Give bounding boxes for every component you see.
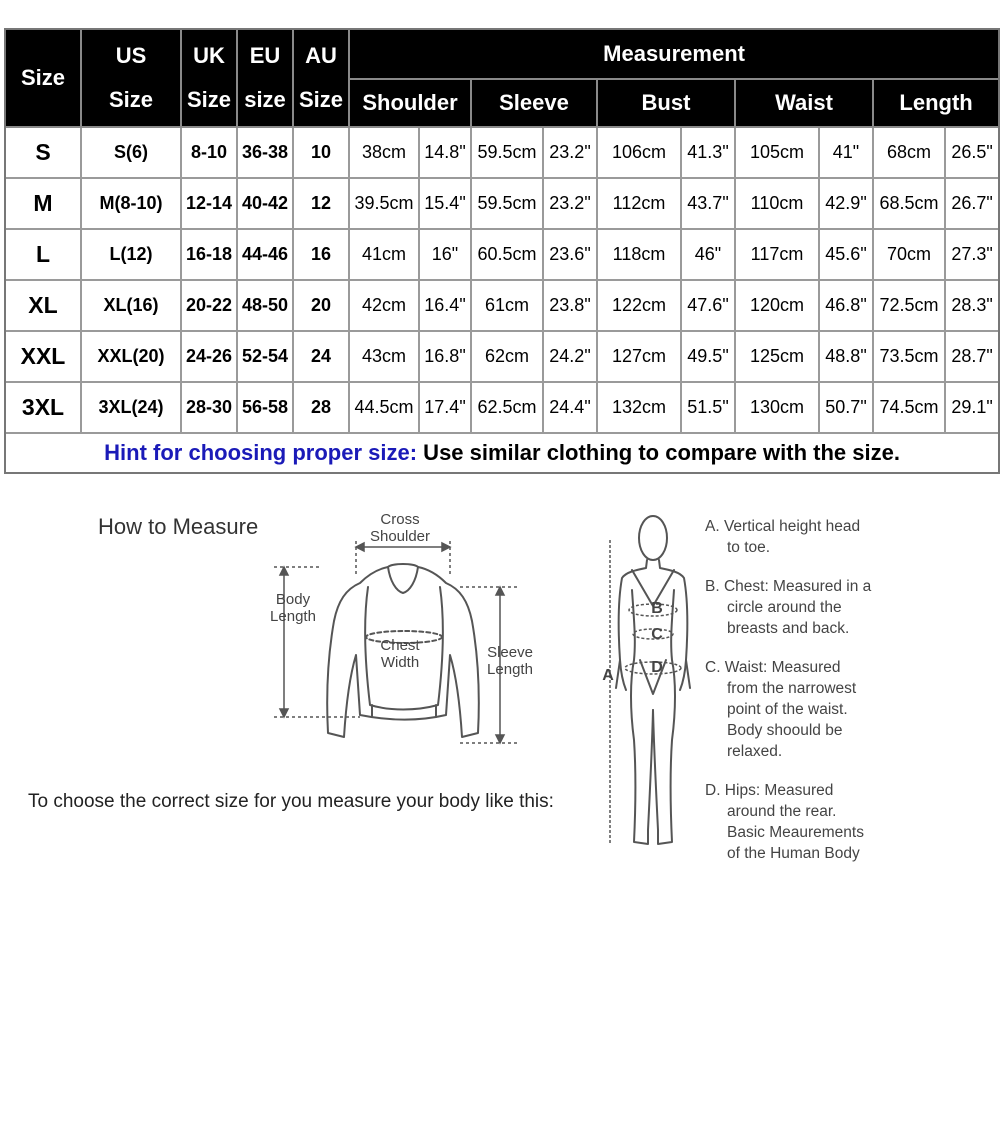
note-line: Basic Meaurements — [727, 824, 864, 841]
note-line: breasts and back. — [727, 620, 850, 637]
header-eu-size: EU size — [238, 30, 294, 128]
measurement-cell: 39.5cm — [350, 179, 420, 230]
header-size: Size — [6, 30, 82, 128]
hint-label: Hint for choosing proper size: — [104, 440, 418, 465]
measurement-cell: 38cm — [350, 128, 420, 179]
choose-size-instruction: To choose the correct size for you measure your body like this: — [28, 791, 554, 812]
eu-size-cell: 48-50 — [238, 281, 294, 332]
measurement-cell: 42cm — [350, 281, 420, 332]
us-size-cell: L(12) — [82, 230, 182, 281]
measurement-cell: 118cm — [598, 230, 682, 281]
measurement-cell: 112cm — [598, 179, 682, 230]
measurement-cell: 44.5cm — [350, 383, 420, 434]
measurement-cell: 105cm — [736, 128, 820, 179]
measurement-cell: 23.6" — [544, 230, 598, 281]
uk-size-cell: 12-14 — [182, 179, 238, 230]
measurement-cell: 14.8" — [420, 128, 472, 179]
measurement-cell: 72.5cm — [874, 281, 946, 332]
note-line: around the rear. — [727, 803, 837, 820]
size-chart-table — [4, 28, 1000, 474]
measurement-cell: 70cm — [874, 230, 946, 281]
measurement-cell: 23.2" — [544, 128, 598, 179]
measurement-cell: 23.2" — [544, 179, 598, 230]
note-line: point of the waist. — [727, 701, 848, 718]
measurement-cell: 15.4" — [420, 179, 472, 230]
size-cell: XL — [6, 281, 82, 332]
measurement-cell: 16.8" — [420, 332, 472, 383]
uk-size-cell: 24-26 — [182, 332, 238, 383]
au-size-cell: 20 — [294, 281, 350, 332]
au-size-cell: 16 — [294, 230, 350, 281]
note-line: from the narrowest — [727, 680, 857, 697]
measurement-cell: 47.6" — [682, 281, 736, 332]
table-row — [6, 383, 998, 434]
measurement-cell: 106cm — [598, 128, 682, 179]
measurement-cell: 74.5cm — [874, 383, 946, 434]
note-lead: C. Waist: Measured — [705, 659, 841, 676]
size-cell: 3XL — [6, 383, 82, 434]
header-us-size: US Size — [82, 30, 182, 128]
table-row — [6, 179, 998, 230]
measurement-cell: 62cm — [472, 332, 544, 383]
header-shoulder: Shoulder — [350, 80, 472, 128]
measurement-cell: 43.7" — [682, 179, 736, 230]
eu-size-cell: 56-58 — [238, 383, 294, 434]
uk-size-cell: 16-18 — [182, 230, 238, 281]
table-row — [6, 281, 998, 332]
measurement-cell: 60.5cm — [472, 230, 544, 281]
body-length-label: Body Length — [270, 591, 316, 625]
body-diagram — [596, 510, 706, 855]
note-line: Body shoould be — [727, 722, 843, 739]
uk-size-cell: 8-10 — [182, 128, 238, 179]
measurement-cell: 45.6" — [820, 230, 874, 281]
us-size-cell: 3XL(24) — [82, 383, 182, 434]
header-measurement: Measurement — [350, 30, 998, 80]
measurement-cell: 59.5cm — [472, 128, 544, 179]
us-size-cell: M(8-10) — [82, 179, 182, 230]
eu-size-cell: 40-42 — [238, 179, 294, 230]
table-row — [6, 128, 998, 179]
uk-size-cell: 20-22 — [182, 281, 238, 332]
body-letter-d: D — [651, 659, 663, 676]
chest-width-label: Chest Width — [380, 637, 420, 671]
measurement-cell: 49.5" — [682, 332, 736, 383]
table-row — [6, 230, 998, 281]
measurement-cell: 41" — [820, 128, 874, 179]
note-line: relaxed. — [727, 743, 783, 760]
measurement-cell: 127cm — [598, 332, 682, 383]
header-length: Length — [874, 80, 998, 128]
measurement-cell: 68.5cm — [874, 179, 946, 230]
header-waist: Waist — [736, 80, 874, 128]
eu-size-cell: 36-38 — [238, 128, 294, 179]
size-cell: S — [6, 128, 82, 179]
au-size-cell: 10 — [294, 128, 350, 179]
measurement-cell: 24.2" — [544, 332, 598, 383]
header-uk-size: UK Size — [182, 30, 238, 128]
measurement-cell: 50.7" — [820, 383, 874, 434]
measurement-cell: 51.5" — [682, 383, 736, 434]
measurement-note — [705, 657, 995, 762]
measurement-cell: 130cm — [736, 383, 820, 434]
au-size-cell: 24 — [294, 332, 350, 383]
size-cell: XXL — [6, 332, 82, 383]
measurement-note — [705, 576, 995, 639]
measurement-cell: 28.3" — [946, 281, 998, 332]
measurement-cell: 24.4" — [544, 383, 598, 434]
measurement-cell: 41cm — [350, 230, 420, 281]
note-line: of the Human Body — [727, 845, 860, 862]
eu-size-cell: 44-46 — [238, 230, 294, 281]
note-lead: A. Vertical height head — [705, 518, 861, 535]
measurement-cell: 28.7" — [946, 332, 998, 383]
measurement-cell: 46.8" — [820, 281, 874, 332]
us-size-cell: S(6) — [82, 128, 182, 179]
us-size-cell: XXL(20) — [82, 332, 182, 383]
note-lead: D. Hips: Measured — [705, 782, 834, 799]
measurement-cell: 48.8" — [820, 332, 874, 383]
note-line: to toe. — [727, 539, 771, 556]
sleeve-length-label: Sleeve Length — [487, 644, 533, 678]
measurement-notes — [705, 516, 995, 882]
measurement-note — [705, 516, 995, 558]
measurement-cell: 117cm — [736, 230, 820, 281]
measurement-note — [705, 780, 995, 864]
measurement-cell: 46" — [682, 230, 736, 281]
measurement-cell: 122cm — [598, 281, 682, 332]
uk-size-cell: 28-30 — [182, 383, 238, 434]
measurement-cell: 26.7" — [946, 179, 998, 230]
header-bust: Bust — [598, 80, 736, 128]
note-line: circle around the — [727, 599, 842, 616]
eu-size-cell: 52-54 — [238, 332, 294, 383]
how-to-measure-title: How to Measure — [98, 514, 259, 539]
header-sleeve: Sleeve — [472, 80, 598, 128]
measurement-cell: 43cm — [350, 332, 420, 383]
measurement-cell: 27.3" — [946, 230, 998, 281]
cross-shoulder-label: Cross Shoulder — [369, 511, 431, 545]
body-letter-b: B — [651, 600, 663, 617]
measurement-cell: 125cm — [736, 332, 820, 383]
header-au-size: AU Size — [294, 30, 350, 128]
body-letter-c: C — [651, 626, 663, 643]
body-letter-a: A — [602, 667, 614, 684]
measurement-cell: 132cm — [598, 383, 682, 434]
measurement-cell: 42.9" — [820, 179, 874, 230]
table-row — [6, 332, 998, 383]
size-cell: M — [6, 179, 82, 230]
measurement-cell: 110cm — [736, 179, 820, 230]
size-cell: L — [6, 230, 82, 281]
measurement-cell: 16.4" — [420, 281, 472, 332]
us-size-cell: XL(16) — [82, 281, 182, 332]
size-hint — [6, 434, 998, 472]
measurement-cell: 62.5cm — [472, 383, 544, 434]
au-size-cell: 28 — [294, 383, 350, 434]
measurement-cell: 23.8" — [544, 281, 598, 332]
measurement-cell: 16" — [420, 230, 472, 281]
measurement-cell: 26.5" — [946, 128, 998, 179]
hint-text: Use similar clothing to compare with the size. — [417, 440, 900, 465]
measurement-cell: 29.1" — [946, 383, 998, 434]
measurement-cell: 17.4" — [420, 383, 472, 434]
measurement-cell: 59.5cm — [472, 179, 544, 230]
measurement-cell: 120cm — [736, 281, 820, 332]
measurement-cell: 73.5cm — [874, 332, 946, 383]
measurement-cell: 68cm — [874, 128, 946, 179]
measurement-cell: 41.3" — [682, 128, 736, 179]
note-lead: B. Chest: Measured in a — [705, 578, 872, 595]
measurement-cell: 61cm — [472, 281, 544, 332]
au-size-cell: 12 — [294, 179, 350, 230]
